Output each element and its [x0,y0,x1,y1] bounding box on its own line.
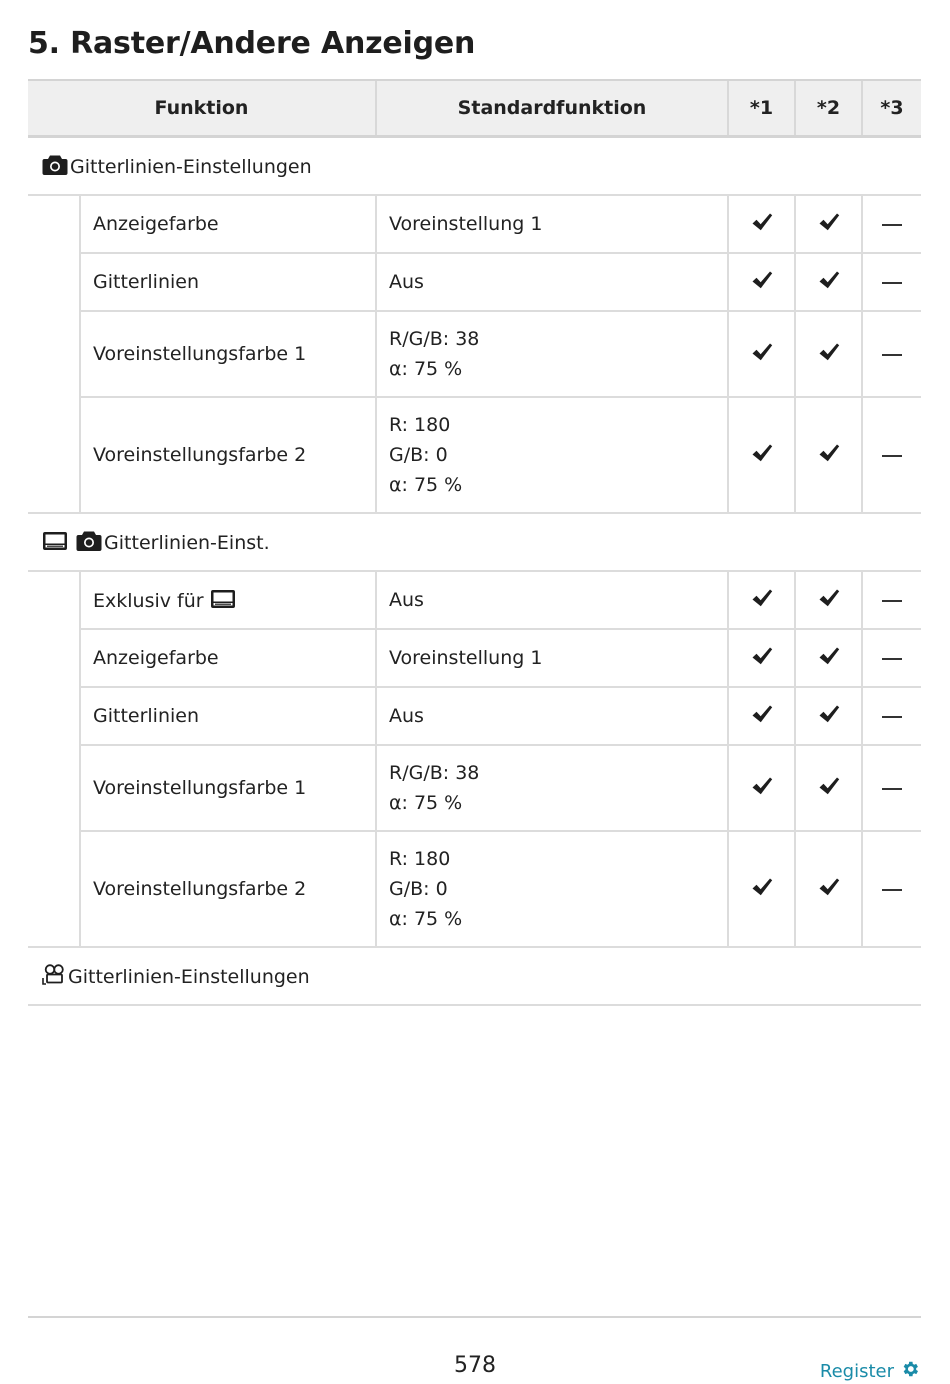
default-cell: Aus [376,571,728,629]
register-link[interactable] [820,1359,920,1384]
header-col-3: *3 [862,80,921,137]
default-cell: R/G/B: 38 α: 75 % [376,745,728,831]
check-icon [751,342,773,367]
check-icon [751,646,773,671]
check-icon [818,342,840,367]
function-cell: Voreinstellungsfarbe 2 [80,831,376,947]
check-icon [818,588,840,613]
section-label: Gitterlinien-Einstellungen [70,156,312,178]
status-cell [795,629,862,687]
section-cell [28,137,921,196]
status-cell [862,687,921,745]
check-icon [751,443,773,468]
status-cell [728,629,795,687]
status-cell [862,253,921,311]
status-cell [795,253,862,311]
status-cell [728,195,795,253]
status-cell [862,195,921,253]
check-icon [818,646,840,671]
section-label: Gitterlinien-Einstellungen [68,966,310,988]
table-header-row [28,80,921,137]
default-cell: R: 180 G/B: 0 α: 75 % [376,831,728,947]
dash-icon [882,658,902,660]
header-col-1: *1 [728,80,795,137]
dash-icon [882,788,902,790]
status-cell [795,571,862,629]
status-cell [728,831,795,947]
header-function: Funktion [28,80,376,137]
check-icon [818,212,840,237]
default-cell: Aus [376,253,728,311]
section-row [28,137,921,196]
status-cell [795,195,862,253]
dash-icon [882,455,902,457]
function-cell: Voreinstellungsfarbe 2 [80,397,376,513]
status-cell [795,687,862,745]
check-icon [751,588,773,613]
header-col-2: *2 [795,80,862,137]
check-icon [751,776,773,801]
status-cell [728,311,795,397]
check-icon [818,776,840,801]
section-row [28,947,921,1005]
status-cell [728,253,795,311]
table-row [28,195,921,253]
check-icon [818,270,840,295]
default-cell: Aus [376,687,728,745]
gear-icon [900,1359,920,1384]
dash-icon [882,889,902,891]
movie-camera-icon [42,964,66,986]
section-cell [28,947,921,1005]
status-cell [862,629,921,687]
check-icon [751,704,773,729]
status-cell [862,745,921,831]
status-cell [795,831,862,947]
function-cell: Gitterlinien [80,253,376,311]
settings-table [28,79,921,1006]
table-row [28,571,921,629]
monitor-icon [42,530,68,552]
camera-icon [42,154,68,176]
status-cell [728,397,795,513]
page-number: 578 [454,1353,496,1378]
status-cell [862,311,921,397]
table-row [28,253,921,311]
monitor-icon [210,588,236,610]
default-cell: Voreinstellung 1 [376,195,728,253]
dash-icon [882,354,902,356]
status-cell [862,397,921,513]
check-icon [818,877,840,902]
section-row [28,513,921,571]
table-row [28,397,921,513]
status-cell [728,745,795,831]
table-row [28,629,921,687]
dash-icon [882,600,902,602]
status-cell [795,311,862,397]
page-title: 5. Raster/Andere Anzeigen [28,26,476,61]
camera-icon [76,530,102,552]
dash-icon [882,716,902,718]
default-cell: R: 180 G/B: 0 α: 75 % [376,397,728,513]
status-cell [862,831,921,947]
header-default: Standardfunktion [376,80,728,137]
function-cell: Anzeigefarbe [80,195,376,253]
status-cell [728,571,795,629]
section-cell [28,513,921,571]
function-cell: Anzeigefarbe [80,629,376,687]
register-label: Register [819,1361,894,1382]
status-cell [862,571,921,629]
status-cell [728,687,795,745]
check-icon [751,270,773,295]
check-icon [818,443,840,468]
status-cell [795,745,862,831]
default-cell: Voreinstellung 1 [376,629,728,687]
section-label: Gitterlinien-Einst. [104,532,270,554]
table-row [28,311,921,397]
check-icon [751,212,773,237]
default-cell: R/G/B: 38 α: 75 % [376,311,728,397]
status-cell [795,397,862,513]
table-row [28,687,921,745]
footer-divider [28,1316,921,1318]
table-row [28,745,921,831]
check-icon [751,877,773,902]
check-icon [818,704,840,729]
table-row [28,831,921,947]
dash-icon [882,224,902,226]
function-cell: Exklusiv für [80,571,376,629]
dash-icon [882,282,902,284]
function-cell: Voreinstellungsfarbe 1 [80,311,376,397]
function-cell: Voreinstellungsfarbe 1 [80,745,376,831]
function-cell: Gitterlinien [80,687,376,745]
